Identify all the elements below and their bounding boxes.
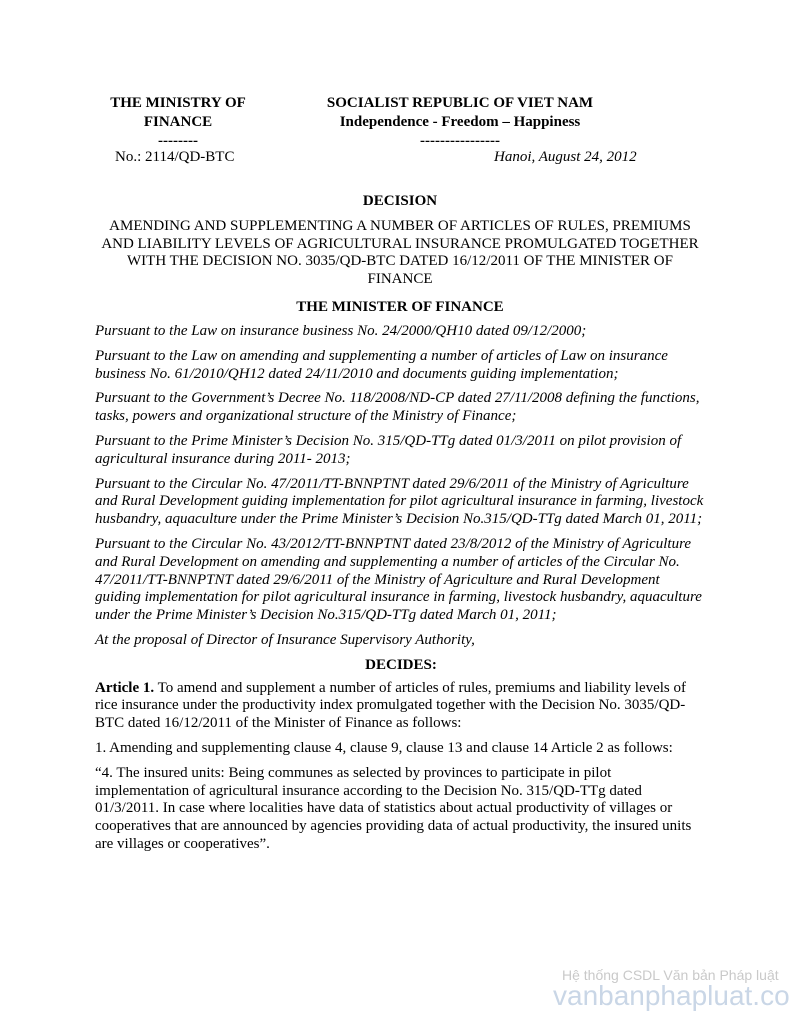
pursuant-clause: Pursuant to the Law on amending and supplementing a number of articles of Law on insurance business No. 61/2010/QH12 dated 24/11/2010 and documents guiding implementation; [95,347,668,382]
national-motto: Independence - Freedom – Happiness [339,114,581,130]
article-1-label: Article 1. [95,679,155,696]
document-title: DECISION [362,193,438,209]
agency-separator: -------- [158,133,198,149]
document-subtitle: AMENDING AND SUPPLEMENTING A NUMBER OF ARTICLES OF RULES, PREMIUMS AND LIABILITY LEVELS OF AGRICULTURAL INSURANCE PROMULGATED TOGETHER WITH THE DECISION NO. 3035/QD-BTC DATED 16/12/2011 OF THE MINISTER OF FINANCE [101,218,699,287]
national-title [300,94,620,151]
issue-date: Hanoi, August 24, 2012 [494,149,637,165]
proposal-clause: At the proposal of Director of Insurance Supervisory Authority, [95,631,475,648]
watermark-site: vanbanphapluat.co [553,980,790,1011]
document-number: No.: 2114/QD-BTC [115,149,235,165]
quoted-clause-4: “4. The insured units: Being communes as selected by provinces to participate in pilot implementation of agricultural insurance according to the Decision No. 315/QD-TTg dated 01/3/2011. In case where localities have data of statistics about actual productivity of villages or cooperatives that are announced by agencies providing data of actual productivity, the insured units are villages or cooperatives”. [95,764,692,852]
decides-heading: DECIDES: [365,656,437,673]
issuing-agency [95,94,261,151]
issuing-authority: THE MINISTER OF FINANCE [296,299,504,315]
motto-separator: ---------------- [420,133,500,149]
agency-name-line2: FINANCE [143,114,213,130]
clause-1: 1. Amending and supplementing clause 4, clause 9, clause 13 and clause 14 Article 2 as follows: [95,739,673,756]
article-1 [95,680,707,733]
pursuant-clause: Pursuant to the Law on insurance business No. 24/2000/QH10 dated 09/12/2000; [95,323,587,339]
document-body [95,323,707,861]
country-name: SOCIALIST REPUBLIC OF VIET NAM [326,95,594,111]
watermark-caption: Hệ thống CSDL Văn bản Pháp luật [562,967,779,983]
pursuant-clause: Pursuant to the Circular No. 47/2011/TT-BNNPTNT dated 29/6/2011 of the Ministry of Agriculture and Rural Development guiding implementation for pilot agricultural insurance in farming, livestock husbandry, aquaculture under the Prime Minister’s Decision No.315/QD-TTg dated March 01, 2011; [95,475,704,528]
agency-name-line1: THE MINISTRY OF [110,95,246,111]
article-1-text: To amend and supplement a number of articles of rules, premiums and liability levels of rice insurance under the productivity index promulgated together with the Decision No. 3035/QD-BTC dated 16/12/2011 of the Minister of Finance as follows: [95,679,687,732]
pursuant-clause: Pursuant to the Circular No. 43/2012/TT-BNNPTNT dated 23/8/2012 of the Ministry of Agriculture and Rural Development on amending and supplementing a number of articles of the Circular No. 47/2011/TT-BNNPTNT dated 29/6/2011 of the Ministry of Agriculture and Rural Development guiding implementation for pilot agricultural insurance in farming, livestock husbandry, aquaculture under the Prime Minister’s Decision No.315/QD-TTg dated March 01, 2011; [95,535,702,624]
pursuant-clause: Pursuant to the Prime Minister’s Decision No. 315/QD-TTg dated 01/3/2011 on pilot provision of agricultural insurance during 2011- 2013; [95,432,682,467]
pursuant-clause: Pursuant to the Government’s Decree No. 118/2008/ND-CP dated 27/11/2008 defining the functions, tasks, powers and organizational structure of the Ministry of Finance; [95,390,700,425]
